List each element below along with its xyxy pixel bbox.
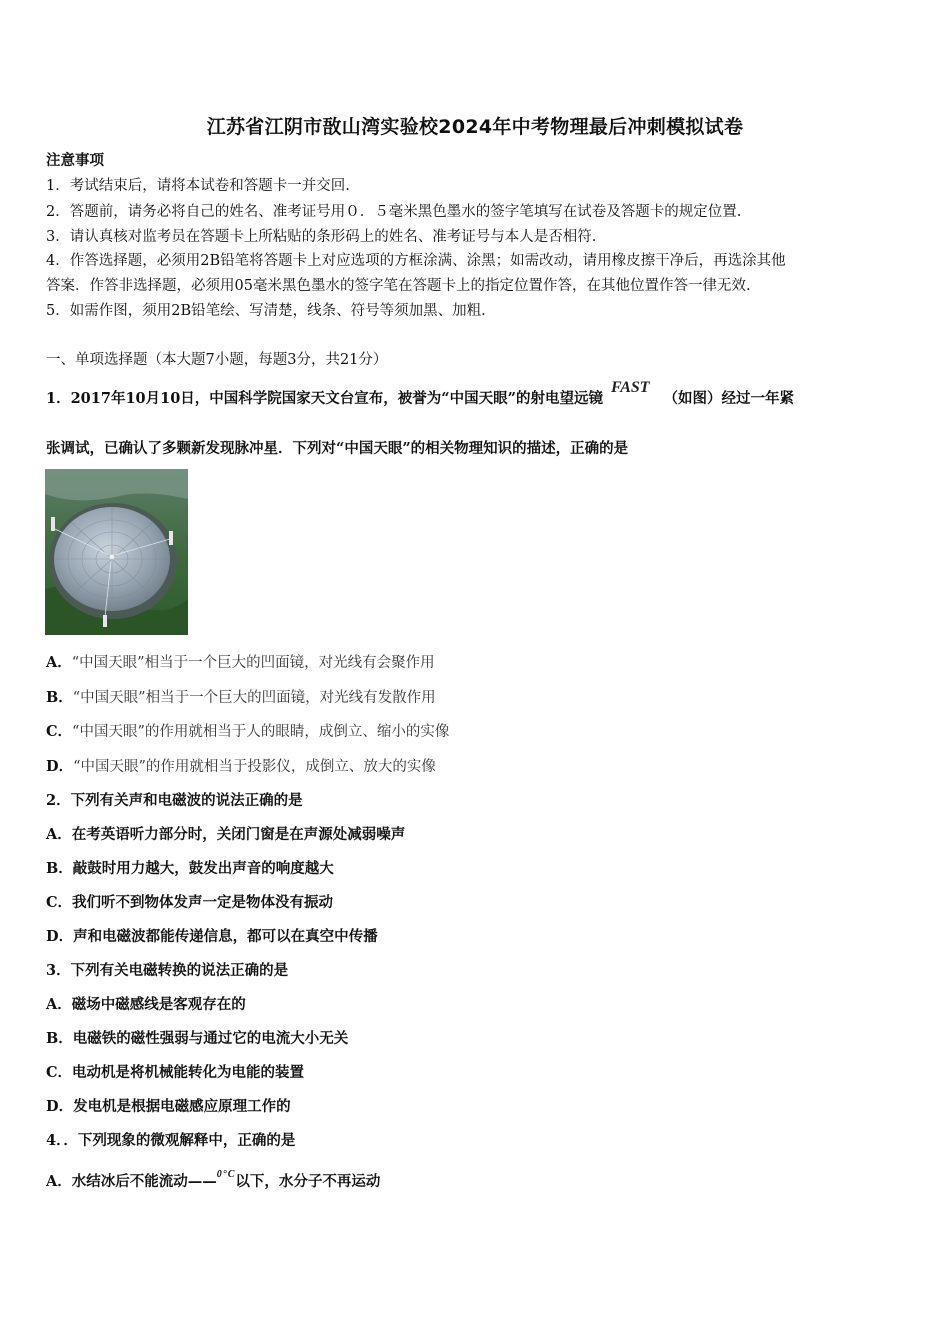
q1-option-b-label: B． bbox=[46, 689, 73, 706]
page-title: 江苏省江阴市敔山湾实验校2024年中考物理最后冲刺模拟试卷 bbox=[206, 116, 744, 138]
q1-option-c-label: C． bbox=[46, 723, 73, 740]
q3-option-c: C．电动机是将机械能转化为电能的装置 bbox=[46, 1064, 305, 1081]
notice-item-1: 1．考试结束后，请将本试卷和答题卡一并交回. bbox=[46, 178, 350, 194]
q1-option-b-text: “中国天眼”相当于一个巨大的凹面镜，对光线有发散作用 bbox=[72, 690, 436, 706]
fast-telescope-photo bbox=[45, 469, 188, 635]
question-1-stem bbox=[46, 379, 795, 409]
q1-option-b bbox=[46, 688, 436, 708]
q3-option-a: A．磁场中磁感线是客观存在的 bbox=[46, 996, 246, 1013]
q2-option-c: C．我们听不到物体发声一定是物体没有振动 bbox=[46, 894, 334, 911]
q1-option-c-text: “中国天眼”的作用就相当于人的眼睛，成倒立、缩小的实像 bbox=[72, 724, 450, 740]
q2-option-b: B．敲鼓时用力越大，鼓发出声音的响度越大 bbox=[46, 860, 334, 877]
q1-option-a-label: A． bbox=[46, 654, 72, 671]
q2-option-d: D．声和电磁波都能传递信息，都可以在真空中传播 bbox=[46, 928, 378, 945]
q2-option-a: A．在考英语听力部分时，关闭门窗是在声源处减弱噪声 bbox=[46, 826, 406, 843]
question-2-stem: 2．下列有关声和电磁波的说法正确的是 bbox=[46, 792, 303, 809]
q4-option-a-part2: 以下，水分子不再运动 bbox=[235, 1173, 381, 1190]
fast-label: FAST bbox=[610, 379, 650, 396]
notice-item-4-cont: 答案．作答非选择题，必须用05毫米黑色墨水的签字笔在答题卡上的指定位置作答，在其他位置作答一律无效. bbox=[46, 278, 751, 294]
q1-option-a-text: “中国天眼”相当于一个巨大的凹面镜，对光线有会聚作用 bbox=[71, 655, 435, 671]
notice-heading: 注意事项 bbox=[46, 152, 104, 169]
q1-stem-part1: 1．2017年10月10日，中国科学院国家天文台宣布，被誉为“中国天眼”的射电望远镜 bbox=[46, 390, 603, 407]
notice-item-4: 4．作答选择题，必须用2B铅笔将答题卡上对应选项的方框涂满、涂黑；如需改动，请用橡皮擦干净后，再选涂其他 bbox=[46, 253, 786, 269]
q1-option-d-label: D． bbox=[46, 758, 74, 775]
notice-item-5: 5．如需作图，须用2B铅笔绘、写清楚，线条、符号等须加黑、加粗. bbox=[46, 303, 486, 319]
q1-option-d bbox=[46, 757, 436, 777]
section-heading: 一、单项选择题（本大题7小题，每题3分，共21分） bbox=[46, 352, 388, 368]
zero-celsius-label: 0°C bbox=[216, 1169, 236, 1180]
q3-option-b: B．电磁铁的磁性强弱与通过它的电流大小无关 bbox=[46, 1030, 349, 1047]
q4-option-a-part1: A．水结冰后不能流动—— bbox=[46, 1173, 217, 1190]
q1-option-c bbox=[46, 722, 449, 742]
q3-option-d: D．发电机是根据电磁感应原理工作的 bbox=[46, 1098, 291, 1115]
question-1-stem-cont: 张调试，已确认了多颗新发现脉冲星．下列对“中国天眼”的相关物理知识的描述，正确的是 bbox=[46, 440, 629, 457]
q1-option-a bbox=[46, 653, 435, 673]
q1-stem-part2: （如图）经过一年紧 bbox=[663, 390, 795, 407]
notice-item-3: 3．请认真核对监考员在答题卡上所粘贴的条形码上的姓名、准考证号与本人是否相符. bbox=[46, 229, 597, 245]
question-3-stem: 3．下列有关电磁转换的说法正确的是 bbox=[46, 962, 289, 979]
q4-option-a bbox=[46, 1169, 381, 1194]
q1-option-d-text: “中国天眼”的作用就相当于投影仪，成倒立、放大的实像 bbox=[73, 759, 436, 775]
question-4-stem: 4．．下列现象的微观解释中，正确的是 bbox=[46, 1132, 296, 1149]
notice-item-2: 2．答题前，请务必将自己的姓名、准考证号用０．５毫米黑色墨水的签字笔填写在试卷及答题卡的规定位置. bbox=[46, 204, 742, 220]
